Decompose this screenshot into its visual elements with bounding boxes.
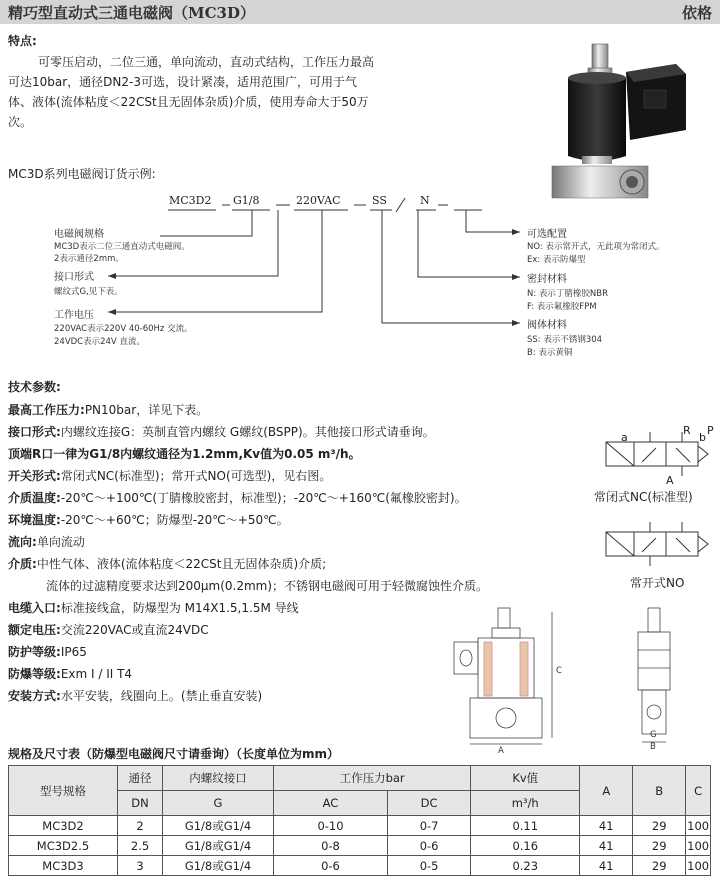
th-pressure: 工作压力bar	[274, 766, 471, 791]
nc-port-b: b	[699, 431, 706, 444]
tech-item-filter: 流体的过滤精度要求达到200μm(0.2mm)；不锈钢电磁阀可用于轻微腐蚀性介质。	[46, 579, 489, 593]
nc-caption: 常闭式NC(标准型)	[594, 490, 693, 504]
label-seal-line1: N: 表示丁腈橡胶NBR	[527, 289, 609, 299]
order-code-thread: G1/8	[233, 194, 260, 207]
order-code-body: SS	[372, 194, 387, 207]
th-kv: Kv值	[471, 766, 580, 791]
tech-item-medium: 介质:中性气体、液体(流体粘度＜22CSt且无固体杂质)介质;	[8, 557, 327, 571]
features-heading: 特点:	[8, 34, 37, 48]
label-voltage: 工作电压	[54, 310, 94, 321]
table-row: MC3D2 2 G1/8或G1/4 0-10 0-7 0.11 41 29 100	[9, 816, 711, 836]
order-code-seal: N	[420, 194, 430, 207]
th-a: A	[580, 766, 633, 816]
th-thread-sub: G	[163, 791, 274, 816]
dim-a: A	[498, 746, 504, 756]
dim-c: C	[556, 666, 562, 676]
label-body-line1: SS: 表示不锈钢304	[527, 335, 603, 345]
label-port-type-line1: 螺纹式G,见下表。	[54, 287, 123, 297]
tech-item-r-port: 顶端R口一律为G1/8内螺纹通径为1.2mm,Kv值为0.05 m³/h。	[8, 447, 361, 461]
tech-item-voltage: 额定电压:交流220VAC或直流24VDC	[8, 623, 209, 637]
features-text: 可零压启动，二位三通，单向流动，直动式结构，工作压力最高可达10bar，通径DN2-3可选，设计紧凑，适用范围广，可用于气体、液体(流体粘度＜22CSt且无固体杂质)介质，使用寿命大于50万次。	[8, 55, 375, 129]
th-c: C	[686, 766, 711, 816]
label-voltage-line1: 220VAC表示220V 40-60Hz 交流。	[54, 324, 193, 334]
tech-item-port: 接口形式:内螺纹连接G：英制直管内螺纹 G螺纹(BSPP)。其他接口形式请垂询。	[8, 425, 435, 439]
label-seal-line2: F: 表示氟橡胶FPM	[527, 302, 597, 312]
th-dc: DC	[387, 791, 470, 816]
th-kv-sub: m³/h	[471, 791, 580, 816]
label-option: 可选配置	[527, 229, 567, 240]
th-dn: 通径	[118, 766, 163, 791]
page-title: 精巧型直动式三通电磁阀（MC3D）	[8, 4, 255, 22]
tech-item-explosion: 防爆等级:Exm I / II T4	[8, 667, 133, 681]
tech-item-switch: 开关形式:常闭式NC(标准型)；常开式NO(可选型)，见右图。	[8, 469, 332, 483]
th-dn-sub: DN	[118, 791, 163, 816]
order-heading: MC3D系列电磁阀订货示例:	[8, 167, 156, 181]
tech-heading: 技术参数:	[8, 380, 61, 394]
tech-item-cable: 电缆入口:标准接线盒，防爆型为 M14X1.5,1.5M 导线	[8, 601, 299, 615]
th-model: 型号规格	[9, 766, 118, 816]
table-title: 规格及尺寸表（防爆型电磁阀尺寸请垂询）（长度单位为mm）	[8, 747, 340, 761]
nc-port-port-a: A	[666, 474, 674, 487]
nc-port-r: R	[683, 424, 691, 437]
dim-b: B	[650, 742, 656, 752]
brand-name: 依格	[681, 4, 712, 22]
label-voltage-line2: 24VDC表示24V 直流。	[54, 337, 145, 347]
th-b: B	[633, 766, 686, 816]
table-row: MC3D2.5 2.5 G1/8或G1/4 0-8 0-6 0.16 41 29 100	[9, 836, 711, 856]
tech-item-medium-temp: 介质温度:-20℃～+100℃(丁腈橡胶密封，标准型)；-20℃～+160℃(氟橡胶密封)。	[8, 491, 467, 505]
order-diagram-lines	[0, 0, 720, 360]
label-body: 阀体材料	[527, 320, 567, 331]
order-code-model: MC3D2	[169, 194, 212, 207]
label-valve-spec-line2: 2表示通径2mm。	[54, 254, 124, 264]
label-option-line2: Ex: 表示防爆型	[527, 255, 586, 265]
label-option-line1: NO: 表示常开式，无此项为常闭式。	[527, 242, 665, 252]
nc-port-p: P	[707, 424, 714, 437]
label-valve-spec-line1: MC3D表示二位三通直动式电磁阀。	[54, 242, 190, 252]
order-code-voltage: 220VAC	[296, 194, 341, 207]
no-caption: 常开式NO	[630, 576, 685, 590]
tech-item-flow: 流向:单向流动	[8, 535, 85, 549]
tech-item-protection: 防护等级:IP65	[8, 645, 87, 659]
label-port-type: 接口形式	[54, 272, 94, 283]
tech-item-ambient-temp: 环境温度:-20℃～+60℃；防爆型-20℃～+50℃。	[8, 513, 289, 527]
th-thread: 内螺纹接口	[163, 766, 274, 791]
label-body-line2: B: 表示黄铜	[527, 348, 573, 358]
nc-port-a: a	[621, 431, 628, 444]
no-symbol	[596, 514, 718, 578]
tech-item-install: 安装方式:水平安装，线圈向上。(禁止垂直安装)	[8, 689, 263, 703]
label-seal: 密封材料	[527, 274, 567, 285]
dimension-drawing	[440, 598, 710, 750]
tech-item-pressure: 最高工作压力:PN10bar，详见下表。	[8, 403, 209, 417]
label-valve-spec: 电磁阀规格	[54, 229, 104, 240]
th-ac: AC	[274, 791, 388, 816]
spec-table	[8, 765, 711, 876]
table-row: MC3D3 3 G1/8或G1/4 0-6 0-5 0.23 41 29 100	[9, 856, 711, 876]
dim-g: G	[650, 730, 657, 740]
